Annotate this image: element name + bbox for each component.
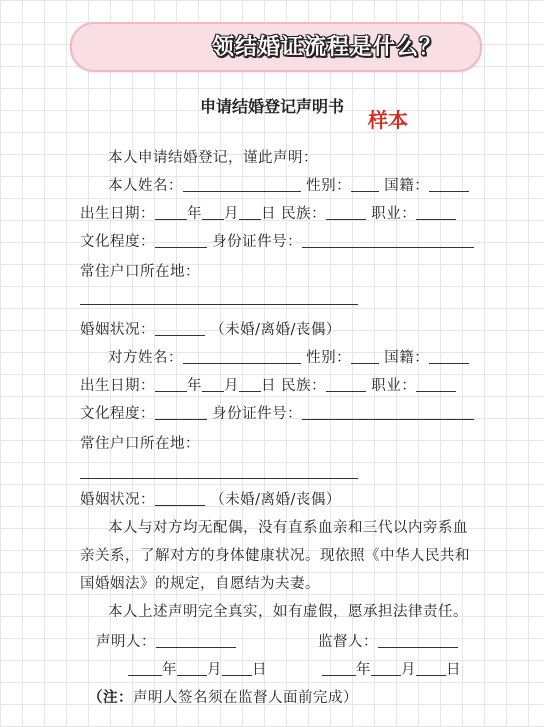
title-banner (70, 22, 482, 72)
gender-field[interactable] (351, 176, 379, 192)
partner-dob-year-field[interactable] (155, 376, 187, 392)
signature-note (88, 688, 358, 708)
label-sign-day-2: 日 (446, 662, 461, 678)
supervisor-day-field[interactable] (416, 660, 446, 676)
supervisor-month-field[interactable] (371, 660, 401, 676)
truth-statement: 本人上述声明完全真实，如有虚假，愿承担法律责任。 (108, 604, 468, 620)
label-sign-day: 日 (252, 662, 267, 678)
occupation-field[interactable] (416, 204, 456, 220)
label-gender: 性别： (306, 178, 352, 194)
label-dob: 出生日期： (80, 206, 155, 222)
label-partner-id: 身份证件号： (212, 406, 303, 422)
applicant-marital-row (80, 320, 341, 340)
partner-marital-row (80, 490, 341, 510)
signature-row (96, 632, 236, 652)
partner-marital-field[interactable] (155, 490, 205, 506)
label-education: 文化程度： (80, 234, 155, 250)
label-residence: 常住户口所在地： (80, 264, 200, 280)
label-id: 身份证件号： (212, 234, 303, 250)
partner-education-field[interactable] (155, 404, 207, 420)
partner-marital-options: （未婚/离婚/丧偶） (210, 492, 341, 508)
note-text: 声明人签名须在监督人面前完成） (133, 690, 358, 706)
label-partner-day: 日 (261, 378, 276, 394)
partner-dob-row (80, 376, 456, 396)
document-title: 申请结婚登记声明书 (199, 97, 344, 116)
label-declarant: 声明人： (96, 634, 156, 650)
partner-gender-field[interactable] (351, 348, 379, 364)
partner-name-field[interactable] (183, 348, 301, 364)
label-partner-month: 月 (224, 378, 239, 394)
label-partner-name: 对方姓名： (108, 350, 183, 366)
label-sign-year: 年 (162, 662, 177, 678)
partner-residence-field[interactable] (80, 478, 358, 479)
label-partner-occupation: 职业： (371, 378, 417, 394)
partner-occupation-field[interactable] (416, 376, 456, 392)
label-partner-nationality: 国籍： (384, 350, 430, 366)
supervisor-signature-field[interactable] (378, 632, 458, 648)
nationality-field[interactable] (429, 176, 469, 192)
name-field[interactable] (183, 176, 301, 192)
label-nationality: 国籍： (384, 178, 430, 194)
partner-nationality-field[interactable] (429, 348, 469, 364)
statement-line-1: 本人与对方均无配偶，没有直系血亲和三代以内旁系血 (108, 520, 468, 536)
residence-field[interactable] (80, 304, 358, 305)
label-partner-education: 文化程度： (80, 406, 155, 422)
partner-id-number-field[interactable] (302, 404, 474, 420)
label-partner-marital: 婚姻状况： (80, 492, 155, 508)
declarant-year-field[interactable] (128, 660, 162, 676)
label-name: 本人姓名： (108, 178, 183, 194)
label-partner-year: 年 (187, 378, 202, 394)
sample-stamp: 样本 (368, 108, 408, 132)
intro-line: 本人申请结婚登记，谨此声明： (108, 150, 318, 166)
label-partner-residence: 常住户口所在地： (80, 436, 200, 452)
applicant-dob-row (80, 204, 456, 224)
applicant-education-row (80, 232, 474, 252)
declarant-date-row (128, 660, 267, 680)
marital-field[interactable] (155, 320, 205, 336)
label-ethnicity: 民族： (281, 206, 327, 222)
supervisor-row (318, 632, 458, 652)
label-sign-month: 月 (207, 662, 222, 678)
label-partner-dob: 出生日期： (80, 378, 155, 394)
supervisor-date-row (322, 660, 461, 680)
statement-line-2: 亲关系，了解对方的身体健康状况。现依照《中华人民共和 (80, 548, 470, 564)
ethnicity-field[interactable] (326, 204, 366, 220)
label-day: 日 (261, 206, 276, 222)
label-occupation: 职业： (371, 206, 417, 222)
dob-year-field[interactable] (155, 204, 187, 220)
declarant-month-field[interactable] (177, 660, 207, 676)
partner-dob-month-field[interactable] (202, 376, 224, 392)
note-prefix: （注： (88, 689, 133, 706)
label-year: 年 (187, 206, 202, 222)
label-supervisor: 监督人： (318, 634, 378, 650)
banner-title: 领结婚证流程是什么？ (211, 35, 442, 60)
partner-ethnicity-field[interactable] (326, 376, 366, 392)
label-sign-month-2: 月 (401, 662, 416, 678)
partner-dob-day-field[interactable] (239, 376, 261, 392)
declarant-signature-field[interactable] (156, 632, 236, 648)
dob-month-field[interactable] (202, 204, 224, 220)
statement-line-3: 国婚姻法》的规定，自愿结为夫妻。 (80, 576, 320, 592)
education-field[interactable] (155, 232, 207, 248)
partner-education-row (80, 404, 474, 424)
marital-options: （未婚/离婚/丧偶） (210, 322, 341, 338)
label-marital: 婚姻状况： (80, 322, 155, 338)
declarant-day-field[interactable] (222, 660, 252, 676)
dob-day-field[interactable] (239, 204, 261, 220)
id-number-field[interactable] (302, 232, 474, 248)
partner-name-row (108, 348, 469, 368)
label-partner-ethnicity: 民族： (281, 378, 327, 394)
applicant-name-row (108, 176, 469, 196)
label-sign-year-2: 年 (356, 662, 371, 678)
label-month: 月 (224, 206, 239, 222)
label-partner-gender: 性别： (306, 350, 352, 366)
supervisor-year-field[interactable] (322, 660, 356, 676)
